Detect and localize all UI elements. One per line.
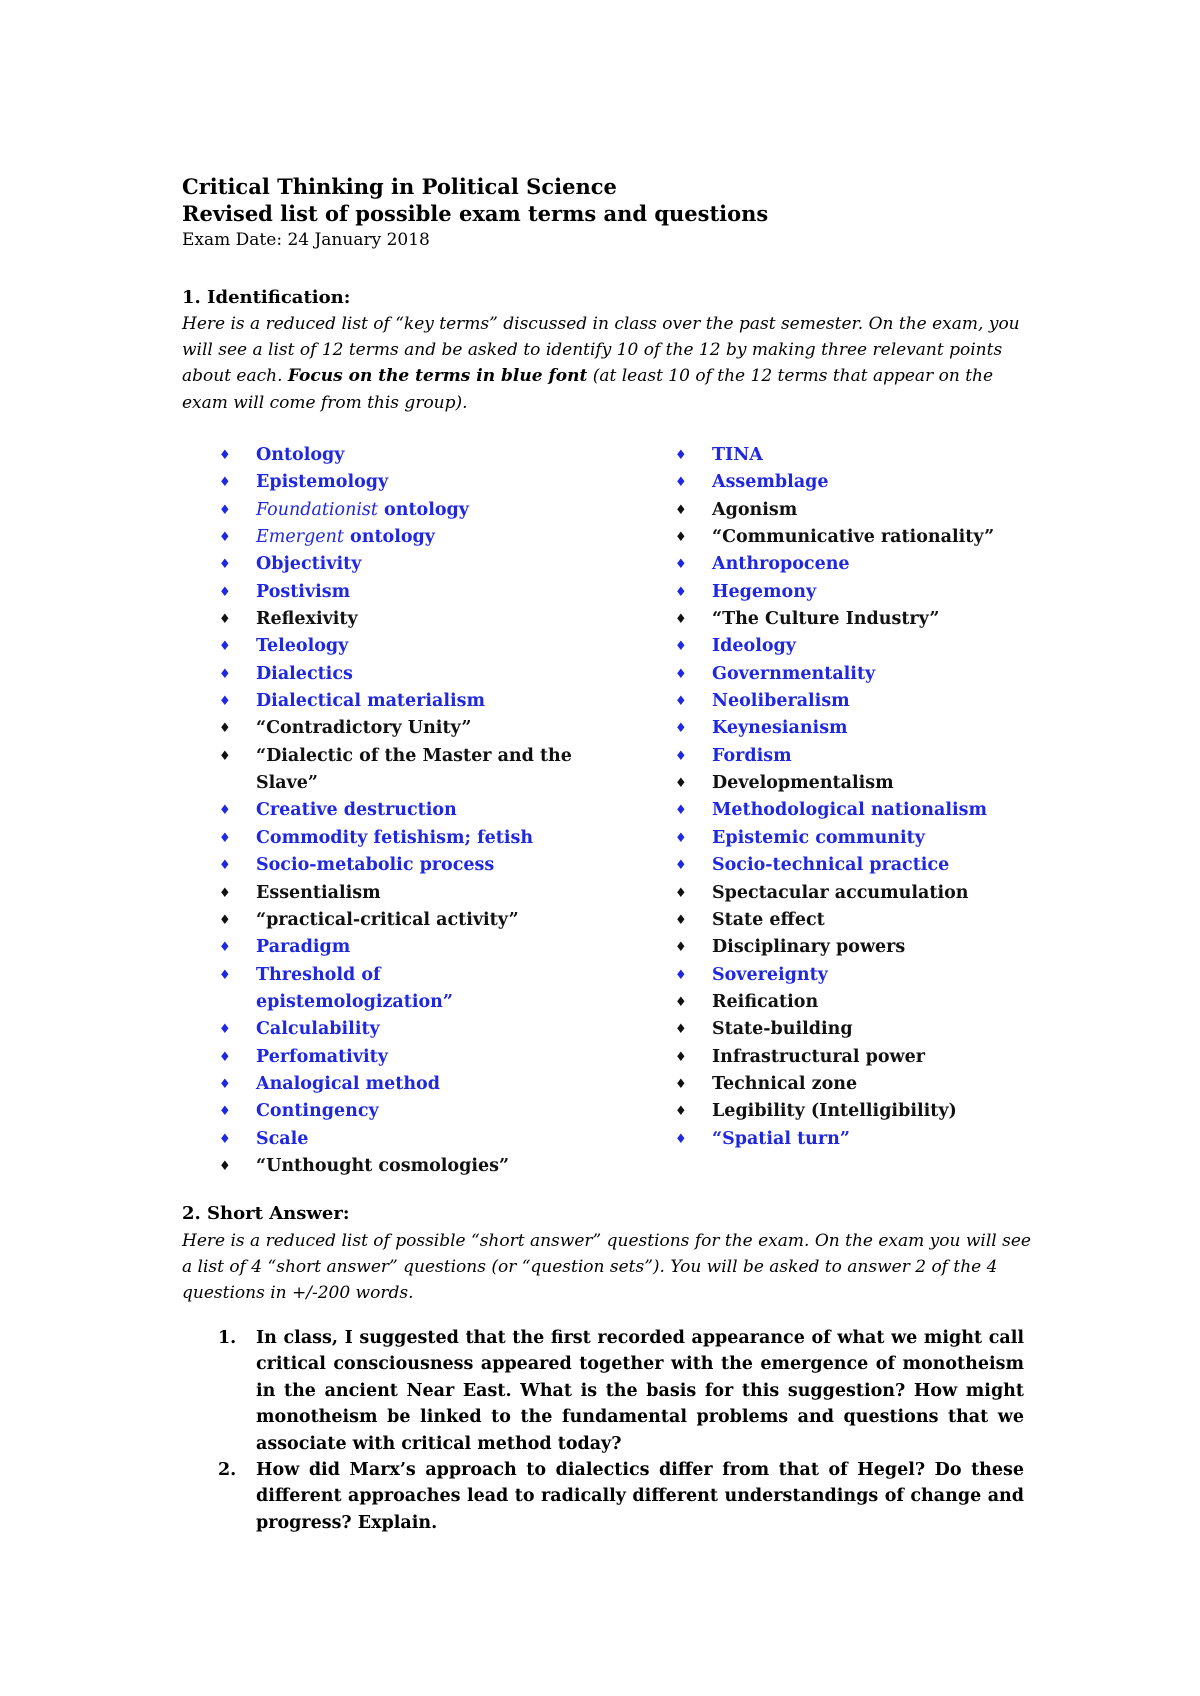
diamond-bullet-icon: ♦ <box>219 557 231 573</box>
diamond-bullet-icon: ♦ <box>219 666 231 682</box>
diamond-bullet-icon: ♦ <box>219 1076 231 1092</box>
diamond-bullet-icon: ♦ <box>675 557 687 573</box>
diamond-bullet-icon: ♦ <box>219 1049 231 1065</box>
term-text: ontology <box>377 499 469 520</box>
term-text: Epistemology <box>256 472 389 493</box>
term-item <box>675 497 1035 524</box>
term-text: “The Culture Industry” <box>712 609 940 630</box>
identification-heading: 1. Identification: <box>182 287 351 308</box>
identification-intro-text-2: (at least 10 of the 12 terms that appear on the exam will come from this group). <box>182 366 994 413</box>
term-text: Legibility (Intelligibility) <box>712 1101 957 1122</box>
diamond-bullet-icon: ♦ <box>675 1076 687 1092</box>
term-text: Reification <box>712 991 819 1012</box>
diamond-bullet-icon: ♦ <box>675 1022 687 1038</box>
term-item <box>675 579 1035 606</box>
term-text: Disciplinary powers <box>712 937 906 958</box>
term-item <box>219 934 574 961</box>
term-text: “Communicative rationality” <box>712 527 995 548</box>
term-item <box>219 797 574 824</box>
diamond-bullet-icon: ♦ <box>675 448 687 463</box>
term-item <box>219 633 574 660</box>
term-item <box>219 907 574 934</box>
term-item <box>219 661 574 688</box>
term-item <box>219 1016 574 1043</box>
diamond-bullet-icon: ♦ <box>675 967 687 983</box>
term-text: Hegemony <box>712 581 817 602</box>
term-item <box>675 797 1035 824</box>
term-item <box>675 880 1035 907</box>
term-item <box>675 934 1035 961</box>
term-text: Dialectics <box>256 663 353 684</box>
diamond-bullet-icon: ♦ <box>219 1104 231 1120</box>
diamond-bullet-icon: ♦ <box>219 912 231 928</box>
term-item <box>675 962 1035 989</box>
question-text: In class, I suggested that the first recorded appearance of what we might call critical consciousness appeared together with the emergence of monotheism in the ancient Near East. What is the basis for this suggestion? How might monotheism be linked to the fundamental problems and questions that we associate with critical method today? <box>256 1328 1024 1454</box>
term-text: Analogical method <box>256 1073 440 1094</box>
term-item <box>675 469 1035 496</box>
term-item <box>675 907 1035 934</box>
term-text: Commodity fetishism; fetish <box>256 827 534 848</box>
term-text: Ideology <box>712 636 796 657</box>
term-item <box>219 962 574 1017</box>
question-item <box>218 1325 1024 1457</box>
term-text: “Dialectic of the Master and the Slave” <box>256 745 572 794</box>
diamond-bullet-icon: ♦ <box>675 776 687 792</box>
term-text: State-building <box>712 1019 853 1040</box>
term-text: Creative destruction <box>256 800 457 821</box>
term-text: Reflexivity <box>256 609 358 630</box>
question-text: How did Marx’s approach to dialectics differ from that of Hegel? Do these different approaches lead to radically different understandings of change and progress? Explain. <box>256 1460 1024 1533</box>
diamond-bullet-icon: ♦ <box>219 721 231 737</box>
term-text: Socio-technical practice <box>712 855 950 876</box>
term-item <box>219 497 574 524</box>
diamond-bullet-icon: ♦ <box>675 612 687 628</box>
diamond-bullet-icon: ♦ <box>675 475 687 491</box>
diamond-bullet-icon: ♦ <box>675 803 687 819</box>
diamond-bullet-icon: ♦ <box>675 639 687 655</box>
diamond-bullet-icon: ♦ <box>675 584 687 600</box>
diamond-bullet-icon: ♦ <box>675 885 687 901</box>
term-item <box>219 1071 574 1098</box>
term-text: Objectivity <box>256 554 362 575</box>
diamond-bullet-icon: ♦ <box>219 1022 231 1038</box>
term-text: Essentialism <box>256 882 381 903</box>
diamond-bullet-icon: ♦ <box>219 502 231 518</box>
term-text: Calculability <box>256 1019 380 1040</box>
term-text: “Unthought cosmologies” <box>256 1155 510 1176</box>
diamond-bullet-icon: ♦ <box>219 639 231 655</box>
term-text: Contingency <box>256 1101 379 1122</box>
diamond-bullet-icon: ♦ <box>219 475 231 491</box>
question-number: 1. <box>218 1328 237 1348</box>
diamond-bullet-icon: ♦ <box>675 994 687 1010</box>
identification-intro-emphasis: Focus on the terms in blue font <box>287 366 588 387</box>
term-item <box>675 661 1035 688</box>
term-item <box>675 1044 1035 1071</box>
term-item <box>219 551 574 578</box>
identification-intro-text-1: Here is a reduced list of “key terms” discussed in class over the past semester. On the exam, you will see a list of 12 terms and be asked to identify 10 of the 12 by making three relevant points about each. <box>182 314 1020 387</box>
term-text: State effect <box>712 909 825 930</box>
diamond-bullet-icon: ♦ <box>675 1049 687 1065</box>
document-header <box>182 173 1042 254</box>
diamond-bullet-icon: ♦ <box>219 748 231 764</box>
term-item <box>675 606 1035 633</box>
term-item <box>219 469 574 496</box>
term-item <box>675 633 1035 660</box>
diamond-bullet-icon: ♦ <box>219 612 231 628</box>
term-item <box>675 1126 1035 1153</box>
terms-list-left <box>219 442 574 1180</box>
document-subtitle: Revised list of possible exam terms and questions <box>182 201 769 226</box>
term-item <box>219 442 574 469</box>
term-text: “Spatial turn” <box>712 1128 850 1149</box>
term-item <box>675 715 1035 742</box>
term-text: Technical zone <box>712 1073 858 1094</box>
term-item <box>675 1016 1035 1043</box>
diamond-bullet-icon: ♦ <box>219 1158 231 1174</box>
term-text: ontology <box>343 527 435 548</box>
term-text: Paradigm <box>256 937 351 958</box>
document-title: Critical Thinking in Political Science <box>182 174 617 199</box>
diamond-bullet-icon: ♦ <box>219 940 231 956</box>
term-text: Agonism <box>712 499 798 520</box>
term-text: Developmentalism <box>712 773 894 794</box>
diamond-bullet-icon: ♦ <box>219 885 231 901</box>
term-text: Postivism <box>256 581 351 602</box>
term-item <box>675 688 1035 715</box>
short-answer-questions <box>218 1325 1024 1536</box>
diamond-bullet-icon: ♦ <box>675 502 687 518</box>
term-text: Spectacular accumulation <box>712 882 969 903</box>
short-answer-intro: Here is a reduced list of possible “short answer” questions for the exam. On the exam you will see a list of 4 “short answer” questions (or “question sets”). You will be asked to answer 2 of the 4 questions in +/-200 words. <box>182 1231 1031 1304</box>
diamond-bullet-icon: ♦ <box>675 830 687 846</box>
diamond-bullet-icon: ♦ <box>219 530 231 546</box>
diamond-bullet-icon: ♦ <box>675 912 687 928</box>
term-text: Dialectical materialism <box>256 691 486 712</box>
term-item <box>675 852 1035 879</box>
term-text: Sovereignty <box>712 964 828 985</box>
term-text: Neoliberalism <box>712 691 850 712</box>
term-text: Infrastructural power <box>712 1046 925 1067</box>
term-item <box>219 1153 574 1180</box>
diamond-bullet-icon: ♦ <box>675 721 687 737</box>
term-text: Fordism <box>712 745 792 766</box>
term-item <box>219 743 574 798</box>
diamond-bullet-icon: ♦ <box>675 1104 687 1120</box>
diamond-bullet-icon: ♦ <box>219 803 231 819</box>
diamond-bullet-icon: ♦ <box>219 584 231 600</box>
term-item <box>675 743 1035 770</box>
term-text: “Contradictory Unity” <box>256 718 472 739</box>
term-text: Socio-metabolic process <box>256 855 495 876</box>
term-item <box>675 1071 1035 1098</box>
term-text: Scale <box>256 1128 309 1149</box>
term-item <box>675 1098 1035 1125</box>
term-text: TINA <box>712 445 763 465</box>
term-item <box>219 1044 574 1071</box>
term-item <box>219 688 574 715</box>
diamond-bullet-icon: ♦ <box>675 748 687 764</box>
term-text: Governmentality <box>712 663 876 684</box>
term-item <box>675 551 1035 578</box>
term-text: Epistemic community <box>712 827 925 848</box>
question-item <box>218 1457 1024 1536</box>
identification-intro <box>182 311 1042 416</box>
diamond-bullet-icon: ♦ <box>219 967 231 983</box>
term-item <box>675 442 1035 469</box>
exam-date: Exam Date: 24 January 2018 <box>182 230 430 250</box>
diamond-bullet-icon: ♦ <box>219 694 231 710</box>
term-item <box>219 1126 574 1153</box>
term-item <box>219 825 574 852</box>
short-answer-heading: 2. Short Answer: <box>182 1203 350 1224</box>
term-text: Teleology <box>256 636 349 657</box>
term-item <box>219 715 574 742</box>
diamond-bullet-icon: ♦ <box>219 1131 231 1147</box>
terms-list-right <box>675 442 1035 1153</box>
diamond-bullet-icon: ♦ <box>675 666 687 682</box>
diamond-bullet-icon: ♦ <box>675 858 687 874</box>
term-item <box>219 1098 574 1125</box>
term-text: Ontology <box>256 445 345 465</box>
term-italic-part: Foundationist <box>256 499 378 520</box>
term-item <box>219 880 574 907</box>
term-item <box>675 825 1035 852</box>
term-item <box>219 524 574 551</box>
term-item <box>675 770 1035 797</box>
diamond-bullet-icon: ♦ <box>219 858 231 874</box>
term-text: “practical-critical activity” <box>256 909 519 930</box>
diamond-bullet-icon: ♦ <box>219 448 231 463</box>
term-text: Methodological nationalism <box>712 800 988 821</box>
diamond-bullet-icon: ♦ <box>675 940 687 956</box>
diamond-bullet-icon: ♦ <box>219 830 231 846</box>
term-item <box>675 524 1035 551</box>
term-italic-part: Emergent <box>256 527 344 548</box>
term-item <box>219 852 574 879</box>
term-text: Keynesianism <box>712 718 848 739</box>
term-item <box>219 579 574 606</box>
term-text: Anthropocene <box>712 554 850 575</box>
term-text: Assemblage <box>712 472 829 493</box>
diamond-bullet-icon: ♦ <box>675 694 687 710</box>
term-text: Threshold of epistemologization” <box>256 964 453 1012</box>
term-item <box>675 989 1035 1016</box>
diamond-bullet-icon: ♦ <box>675 530 687 546</box>
term-text: Perfomativity <box>256 1046 388 1067</box>
question-number: 2. <box>218 1460 237 1481</box>
diamond-bullet-icon: ♦ <box>675 1131 687 1147</box>
term-item <box>219 606 574 633</box>
